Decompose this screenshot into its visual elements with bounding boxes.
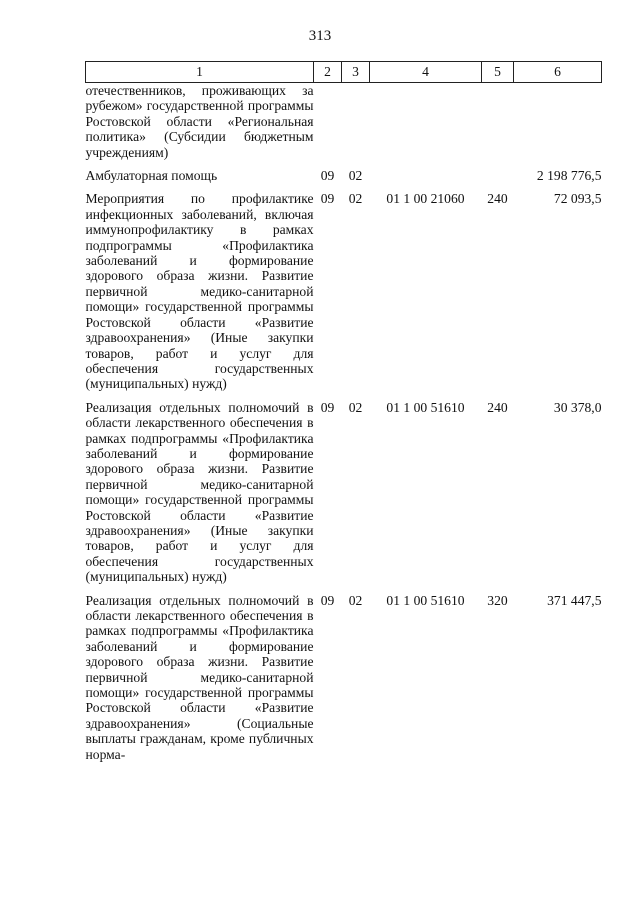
row-description: Реализация отдельных полномочий в области лекарственного обеспечения в рамках подпрограммы «Профилактика заболеваний и формирование здорового образа жизни. Развитие первичной медико-санитарной помощи» государственной программы Ростовской области «Развитие здравоохранения» (Социальные выплаты гражданам, кроме публичных норма-	[85, 592, 314, 762]
table-row	[86, 593, 602, 762]
row-subsection: 02	[348, 592, 363, 608]
row-target-code	[370, 83, 482, 161]
row-amount: 371 447,5	[547, 592, 602, 608]
row-amount: 72 093,5	[553, 191, 602, 207]
row-section: 09	[320, 399, 335, 415]
row-expense-type: 240	[487, 191, 508, 207]
column-number-row	[86, 62, 602, 83]
column-header: 3	[342, 62, 370, 83]
row-subsection	[342, 83, 370, 161]
row-section: 09	[320, 592, 335, 608]
budget-table	[85, 61, 602, 762]
row-expense-type: 240	[487, 399, 508, 415]
row-section: 09	[320, 168, 335, 184]
row-amount: 2 198 776,5	[536, 168, 602, 184]
column-header: 1	[86, 62, 314, 83]
row-subsection: 02	[348, 399, 363, 415]
row-amount	[514, 83, 602, 161]
row-description: Реализация отдельных полномочий в области лекарственного обеспечения в рамках подпрограммы «Профилактика заболеваний и формирование здорового образа жизни. Развитие первичной медико-санитарной помощи» государственной программы Ростовской области «Развитие здравоохранения» (Иные закупки товаров, работ и услуг для обеспечения государственных (муниципальных) нужд)	[85, 399, 314, 585]
column-header: 2	[314, 62, 342, 83]
table-row	[86, 191, 602, 391]
column-header: 6	[514, 62, 602, 83]
row-expense-type: 320	[487, 592, 508, 608]
row-subsection: 02	[348, 168, 363, 184]
row-target-code	[370, 168, 482, 183]
column-header: 4	[370, 62, 482, 83]
row-description: отечественников, проживающих за рубежом» государственной программы Ростовской области «Региональная политика» (Субсидии бюджетным учреждениям)	[85, 83, 314, 160]
page-number: 313	[308, 28, 332, 44]
column-header: 5	[482, 62, 514, 83]
row-target-code: 01 1 00 51610	[386, 592, 465, 608]
row-target-code: 01 1 00 21060	[386, 191, 465, 207]
row-expense-type	[482, 83, 514, 161]
row-target-code: 01 1 00 51610	[386, 399, 465, 415]
table-row	[86, 400, 602, 585]
table-row	[86, 83, 602, 161]
row-subsection: 02	[348, 191, 363, 207]
row-section: 09	[320, 191, 335, 207]
row-description: Амбулаторная помощь	[85, 168, 218, 184]
row-expense-type	[482, 168, 514, 183]
table-row	[86, 168, 602, 183]
row-section	[314, 83, 342, 161]
row-amount: 30 378,0	[553, 399, 602, 415]
row-description: Мероприятия по профилактике инфекционных заболеваний, включая иммунопрофилактику в рамках подпрограммы «Профилактика заболеваний и формирование здорового образа жизни. Развитие первичной медико-санитарной помощи» государственной программы Ростовской области «Развитие здравоохранения» (Иные закупки товаров, работ и услуг для обеспечения государственных (муниципальных) нужд)	[85, 191, 314, 392]
